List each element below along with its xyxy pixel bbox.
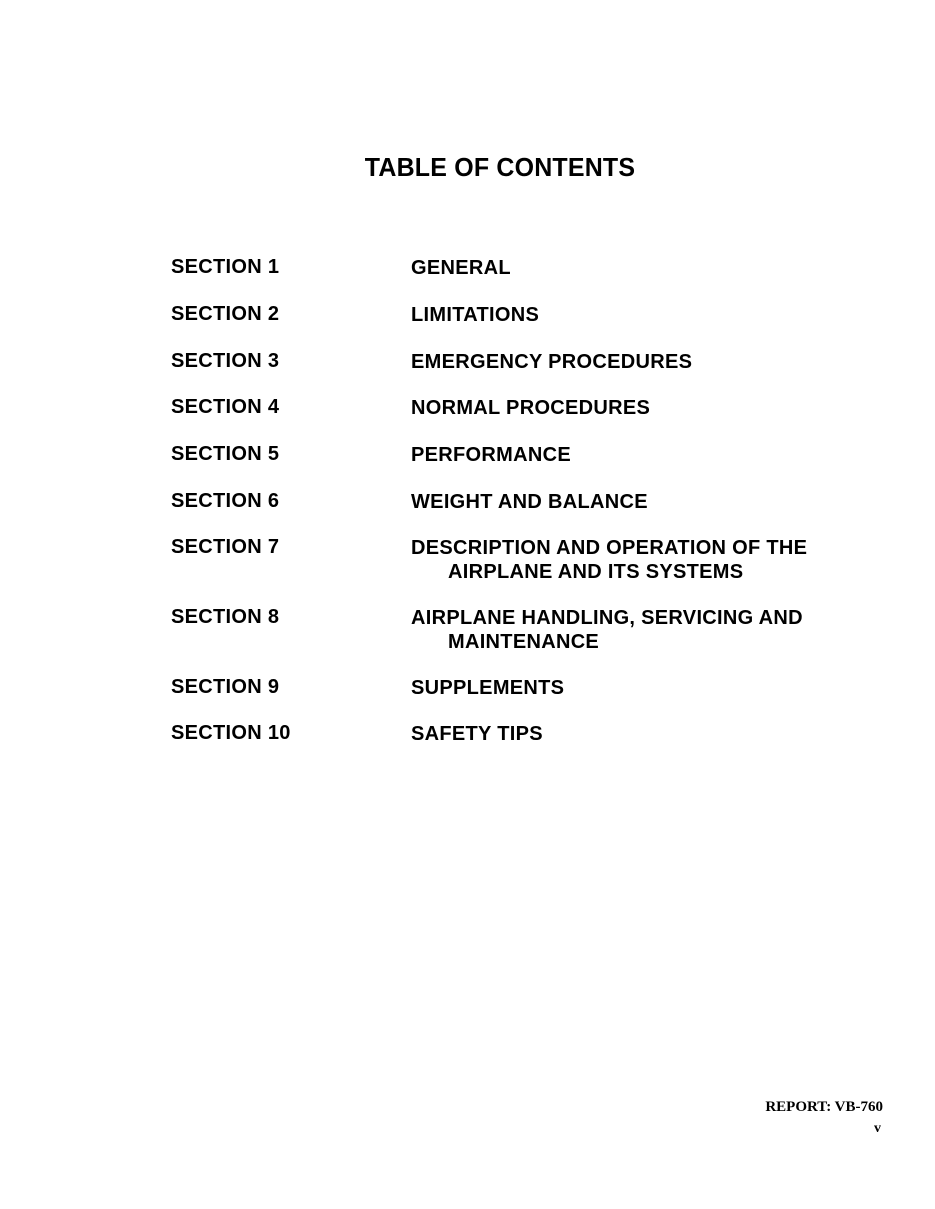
section-title: AIRPLANE HANDLING, SERVICING AND MAINTENANCE (411, 606, 851, 654)
page-number: v (874, 1121, 881, 1136)
section-number: SECTION 7 (171, 536, 280, 558)
page-title: TABLE OF CONTENTS (364, 152, 636, 182)
section-title: GENERAL (411, 257, 511, 279)
section-number: SECTION 3 (171, 350, 280, 372)
section-number: SECTION 2 (171, 303, 280, 325)
report-number: REPORT: VB-760 (765, 1099, 883, 1115)
section-number: SECTION 6 (171, 490, 280, 512)
section-number: SECTION 1 (171, 256, 280, 278)
section-title: NORMAL PROCEDURES (411, 397, 651, 419)
section-title: LIMITATIONS (411, 304, 540, 326)
section-title-continuation: AIRPLANE AND ITS SYSTEMS (448, 561, 744, 583)
section-title: DESCRIPTION AND OPERATION OF THE AIRPLANE AND ITS SYSTEMS (411, 536, 851, 584)
section-title: WEIGHT AND BALANCE (411, 491, 648, 513)
section-number: SECTION 9 (171, 676, 280, 698)
section-number: SECTION 10 (171, 722, 291, 744)
section-number: SECTION 4 (171, 396, 280, 418)
section-title: SAFETY TIPS (411, 723, 543, 745)
section-title: PERFORMANCE (411, 444, 571, 466)
section-title: EMERGENCY PROCEDURES (411, 351, 693, 373)
section-number: SECTION 5 (171, 443, 280, 465)
section-number: SECTION 8 (171, 606, 280, 628)
section-title: SUPPLEMENTS (411, 677, 565, 699)
section-title-continuation: MAINTENANCE (448, 631, 600, 653)
